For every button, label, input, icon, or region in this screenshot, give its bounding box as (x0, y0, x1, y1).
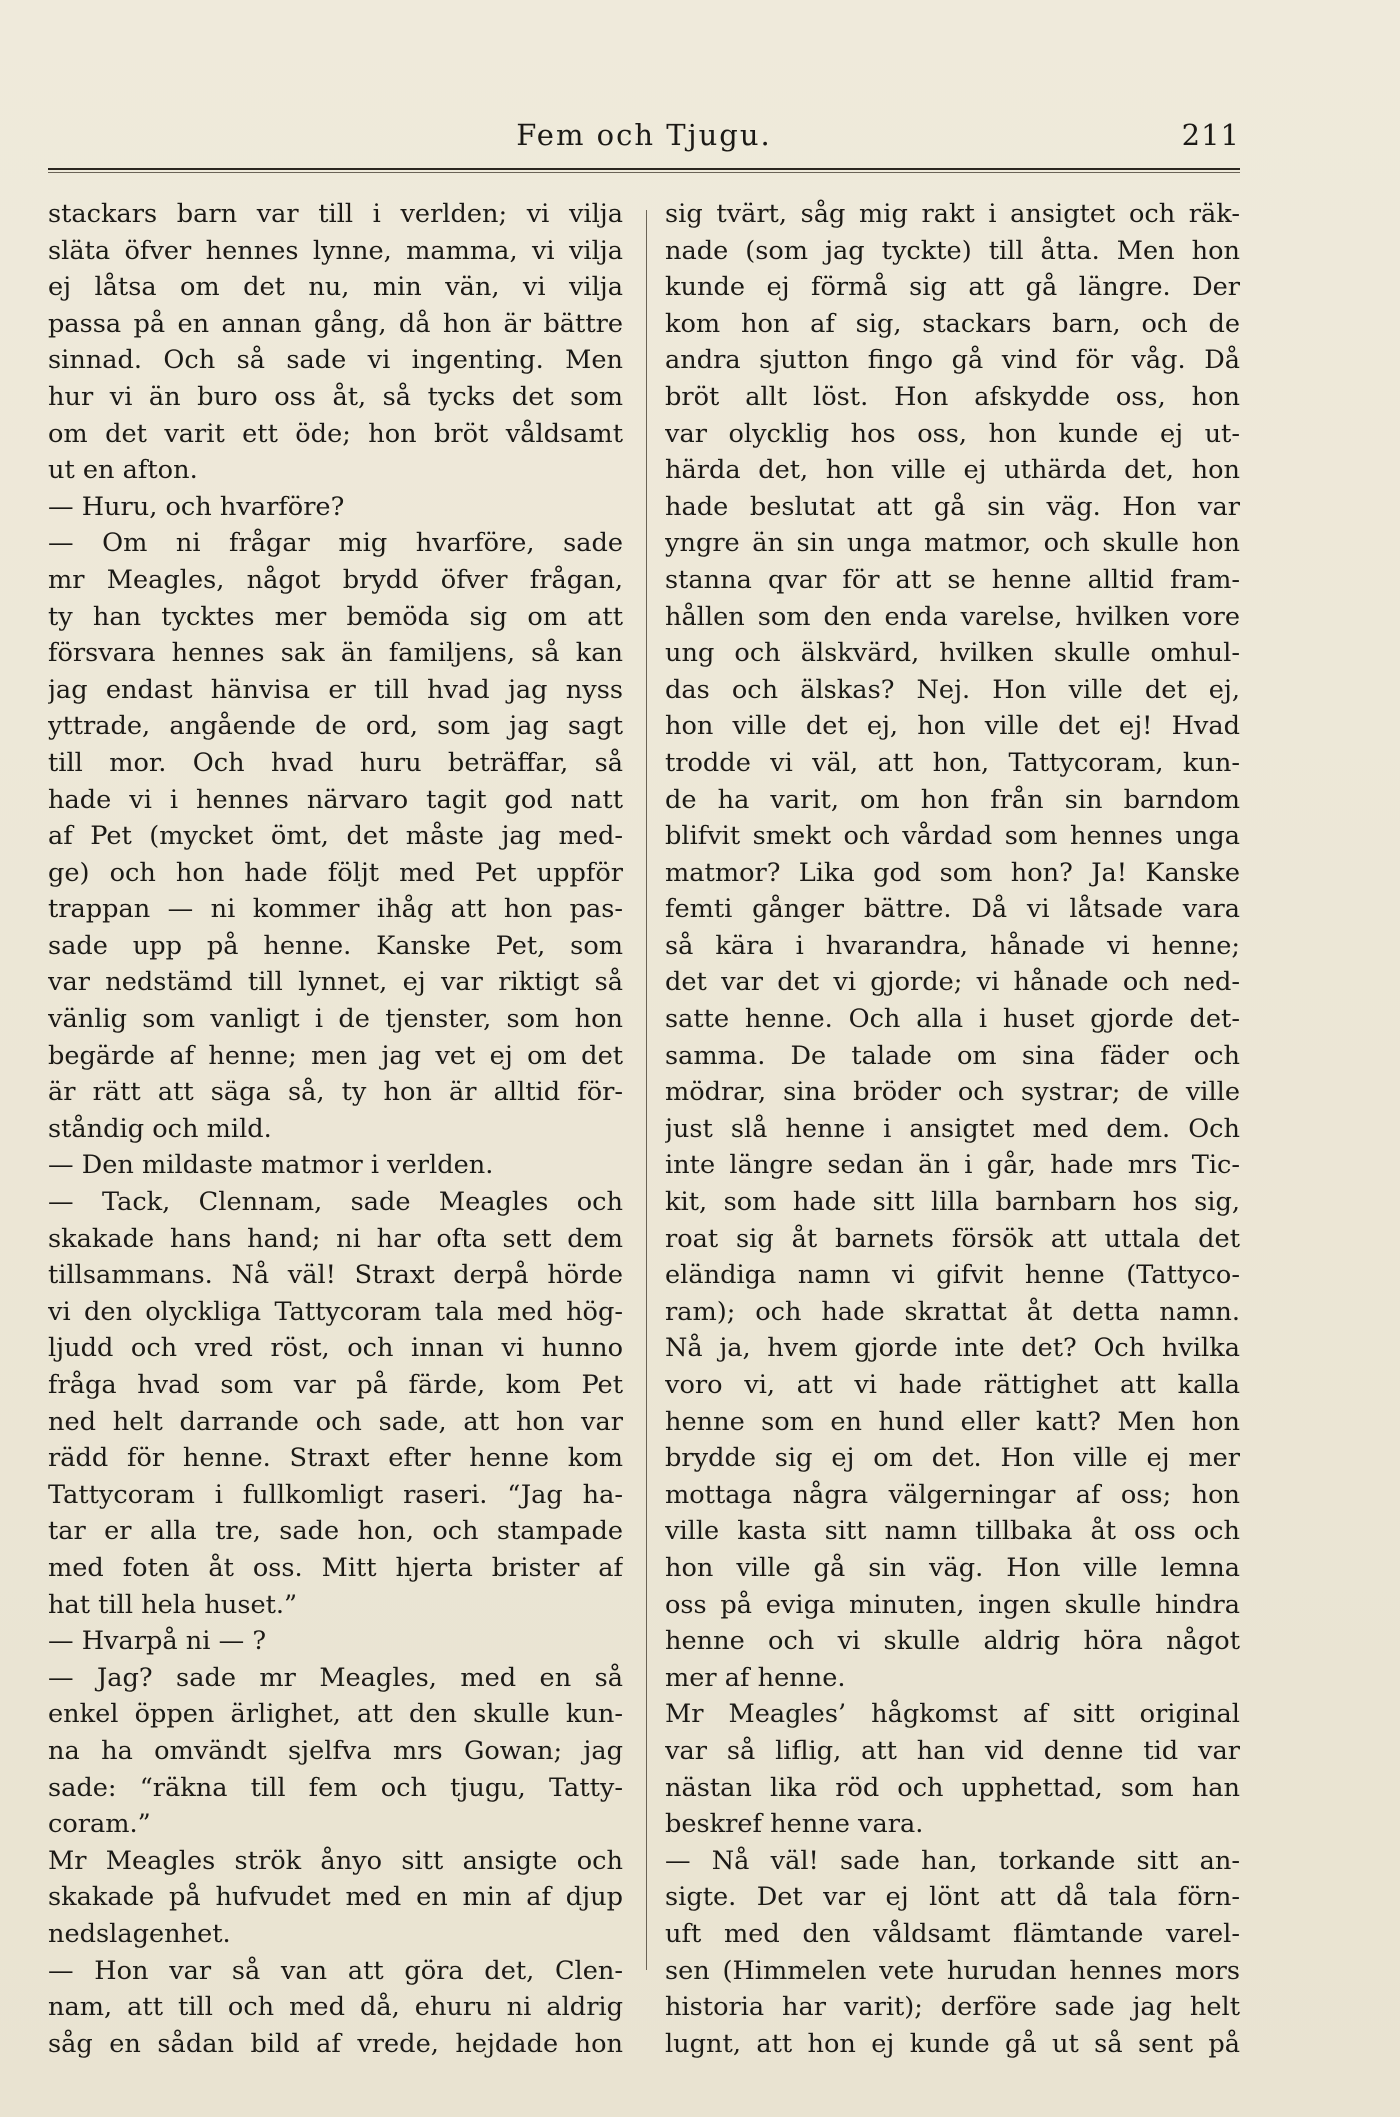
text-line: om det varit ett öde; hon bröt våldsamt (48, 418, 623, 449)
text-line: passa på en annan gång, då hon är bättre (48, 308, 623, 339)
text-line: — Huru, och hvarföre? (48, 491, 345, 522)
page-number: 211 (1181, 118, 1240, 152)
text-line: voro vi, att vi hade rättighet att kalla (665, 1370, 1240, 1400)
text-line: enkel öppen ärlighet, att den skulle kun- (48, 1699, 623, 1730)
text-line: fråga hvad som var på färde, kom Pet (48, 1370, 623, 1400)
text-line: vi den olyckliga Tattycoram tala med hög- (48, 1296, 623, 1327)
running-title: Fem och Tjugu. (516, 118, 772, 152)
text-line: nästan lika röd och upphettad, som han (665, 1772, 1240, 1803)
text-line: Tattycoram i fullkomligt raseri. “Jag ha- (48, 1479, 623, 1510)
text-line: samma. De talade om sina fäder och (665, 1040, 1240, 1071)
text-line: Mr Meagles strök ånyo sitt ansigte och (48, 1845, 623, 1876)
page-header (48, 118, 1240, 158)
text-line: lugnt, att hon ej kunde gå ut så sent på (665, 2028, 1240, 2059)
text-line: skakade hans hand; ni har ofta sett dem (48, 1223, 623, 1254)
text-line: sigte. Det var ej lönt att då tala förn- (665, 1882, 1240, 1913)
left-column (48, 196, 623, 2062)
text-line: kunde ej förmå sig att gå längre. Der (665, 272, 1240, 303)
text-line: brydde sig ej om det. Hon ville ej mer (665, 1443, 1240, 1474)
text-line: ville kasta sitt namn tillbaka åt oss och (665, 1516, 1240, 1547)
text-line: ty han tycktes mer bemöda sig om att (48, 601, 623, 632)
text-line: försvara hennes sak än familjens, så kan (48, 638, 623, 669)
text-line: eländiga namn vi gifvit henne (Tattyco- (665, 1260, 1240, 1291)
text-line: — Jag? sade mr Meagles, med en så (48, 1662, 623, 1693)
text-line: de ha varit, om hon från sin barndom (665, 784, 1240, 815)
text-line: vänlig som vanligt i de tjenster, som hon (48, 1004, 623, 1035)
text-line: bröt allt löst. Hon afskydde oss, hon (665, 381, 1240, 412)
text-line: begärde af henne; men jag vet ej om det (48, 1040, 623, 1071)
text-line: roat sig åt barnets försök att uttala det (665, 1223, 1240, 1254)
text-line: ram); och hade skrattat åt detta namn. (665, 1296, 1240, 1327)
text-line: hon ville det ej, hon ville det ej! Hvad (665, 711, 1240, 742)
text-line: hade beslutat att gå sin väg. Hon var (665, 491, 1240, 522)
text-line: mer af henne. (665, 1662, 846, 1693)
text-line: stackars barn var till i verlden; vi vilja (48, 199, 623, 229)
text-line: kom hon af sig, stackars barn, och de (665, 308, 1240, 339)
text-line: satte henne. Och alla i huset gjorde det- (665, 1004, 1240, 1035)
text-line: af Pet (mycket ömt, det måste jag med- (48, 821, 623, 852)
text-line: det var det vi gjorde; vi hånade och ned- (665, 967, 1240, 998)
text-line: var olycklig hos oss, hon kunde ej ut- (665, 418, 1240, 449)
text-line: mr Meagles, något brydd öfver frågan, (48, 564, 623, 595)
text-line: sade: “räkna till fem och tjugu, Tatty- (48, 1772, 623, 1803)
text-line: henne som en hund eller katt? Men hon (665, 1406, 1240, 1437)
text-columns (48, 196, 1240, 2059)
text-line: stanna qvar för att se henne alltid fram- (665, 564, 1240, 595)
text-line: uft med den våldsamt flämtande varel- (665, 1918, 1240, 1949)
text-line: sig tvärt, såg mig rakt i ansigtet och räk- (665, 199, 1240, 229)
text-line: coram.” (48, 1809, 151, 1840)
text-line: ljudd och vred röst, och innan vi hunno (48, 1333, 623, 1364)
text-line: Nå ja, hvem gjorde inte det? Och hvilka (665, 1333, 1240, 1364)
text-line: till mor. Och hvad huru beträffar, så (48, 747, 623, 778)
text-line: — Den mildaste matmor i verlden. (48, 1150, 494, 1181)
text-line: just slå henne i ansigtet med dem. Och (665, 1113, 1240, 1144)
text-line: sen (Himmelen vete hurudan hennes mors (665, 1955, 1240, 1986)
text-line: oss på eviga minuten, ingen skulle hindra (665, 1589, 1240, 1620)
text-line: blifvit smekt och vårdad som hennes unga (665, 821, 1240, 852)
text-line: henne och vi skulle aldrig höra något (665, 1626, 1240, 1657)
text-line: ut en afton. (48, 455, 198, 486)
text-line: var nedstämd till lynnet, ej var riktigt så (48, 967, 623, 998)
text-line: das och älskas? Nej. Hon ville det ej, (665, 674, 1240, 705)
text-line: mottaga några välgerningar af oss; hon (665, 1479, 1240, 1510)
text-line: — Tack, Clennam, sade Meagles och (48, 1187, 623, 1218)
text-line: ej låtsa om det nu, min vän, vi vilja (48, 272, 623, 303)
text-line: — Om ni frågar mig hvarföre, sade (48, 528, 623, 559)
text-line: yngre än sin unga matmor, och skulle hon (665, 528, 1240, 559)
text-line: andra sjutton fingo gå vind för våg. Då (665, 345, 1240, 376)
column-divider (646, 210, 647, 1970)
text-line: nam, att till och med då, ehuru ni aldrig (48, 1992, 623, 2023)
text-line: med foten åt oss. Mitt hjerta brister af (48, 1552, 623, 1583)
text-line: beskref henne vara. (665, 1809, 924, 1840)
text-line: hat till hela huset.” (48, 1589, 298, 1620)
text-line: historia har varit); derföre sade jag helt (665, 1992, 1240, 2023)
text-line: hållen som den enda varelse, hvilken vore (665, 601, 1240, 632)
text-line: inte längre sedan än i går, hade mrs Tic- (665, 1150, 1240, 1181)
text-line: — Nå väl! sade han, torkande sitt an- (665, 1845, 1240, 1876)
text-line: hade vi i hennes närvaro tagit god natt (48, 784, 623, 815)
text-line: trappan — ni kommer ihåg att hon pas- (48, 894, 623, 925)
text-line: femti gånger bättre. Då vi låtsade vara (665, 894, 1240, 925)
text-line: såg en sådan bild af vrede, hejdade hon (48, 2028, 623, 2059)
text-line: sade upp på henne. Kanske Pet, som (48, 930, 623, 961)
header-rule (48, 168, 1240, 173)
text-line: ned helt darrande och sade, att hon var (48, 1406, 623, 1437)
text-line: yttrade, angående de ord, som jag sagt (48, 711, 623, 742)
text-line: hur vi än buro oss åt, så tycks det som (48, 381, 623, 412)
text-line: trodde vi väl, att hon, Tattycoram, kun- (665, 747, 1240, 778)
text-line: härda det, hon ville ej uthärda det, hon (665, 455, 1240, 486)
text-line: släta öfver hennes lynne, mamma, vi vilja (48, 235, 623, 266)
text-line: ge) och hon hade följt med Pet uppför (48, 857, 623, 888)
text-line: kit, som hade sitt lilla barnbarn hos sig, (665, 1187, 1240, 1218)
text-line: na ha omvändt sjelfva mrs Gowan; jag (48, 1735, 623, 1766)
text-line: ung och älskvärd, hvilken skulle omhul- (665, 638, 1240, 669)
right-column (665, 196, 1240, 2062)
text-line: hon ville gå sin väg. Hon ville lemna (665, 1552, 1240, 1583)
text-line: jag endast hänvisa er till hvad jag nyss (48, 674, 623, 705)
text-line: så kära i hvarandra, hånade vi henne; (665, 930, 1240, 961)
text-line: nedslagenhet. (48, 1918, 231, 1949)
text-line: tar er alla tre, sade hon, och stampade (48, 1516, 623, 1547)
text-line: skakade på hufvudet med en min af djup (48, 1882, 623, 1913)
text-line: matmor? Lika god som hon? Ja! Kanske (665, 857, 1240, 888)
text-line: — Hvarpå ni — ? (48, 1626, 267, 1657)
text-line: — Hon var så van att göra det, Clen- (48, 1955, 623, 1986)
text-line: nade (som jag tyckte) till åtta. Men hon (665, 235, 1240, 266)
text-line: rädd för henne. Straxt efter henne kom (48, 1443, 623, 1474)
text-line: Mr Meagles’ hågkomst af sitt original (665, 1699, 1240, 1730)
text-line: var så liflig, att han vid denne tid var (665, 1735, 1240, 1766)
text-line: tillsammans. Nå väl! Straxt derpå hörde (48, 1260, 623, 1291)
text-line: mödrar, sina bröder och systrar; de ville (665, 1077, 1240, 1108)
text-line: ståndig och mild. (48, 1113, 272, 1144)
text-line: sinnad. Och så sade vi ingenting. Men (48, 345, 623, 376)
text-line: är rätt att säga så, ty hon är alltid för- (48, 1077, 623, 1108)
